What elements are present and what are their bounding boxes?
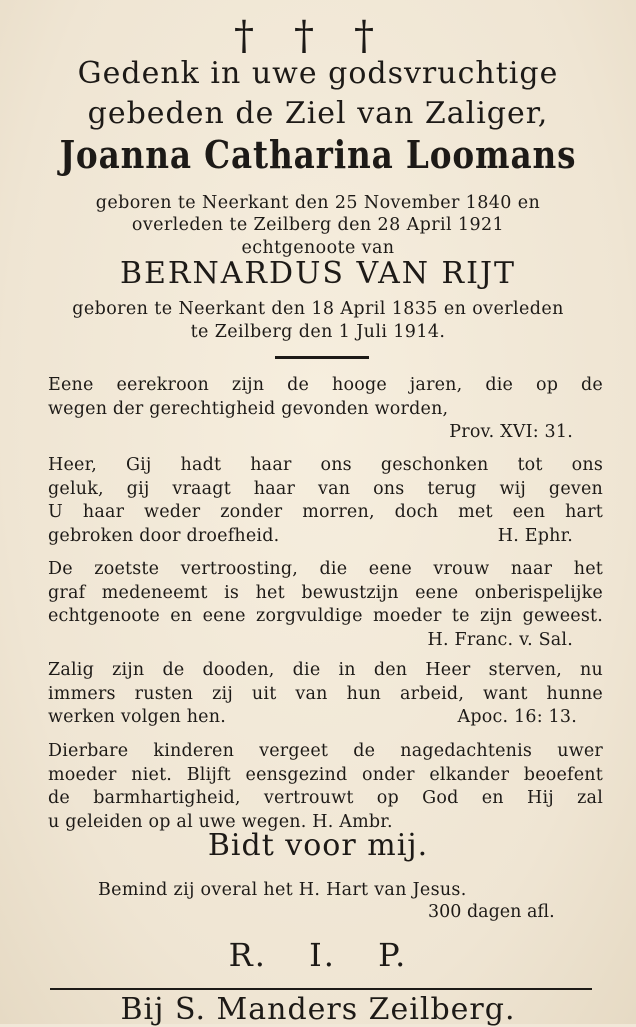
text-line: geluk, gij vraagt haar van ons terug wij geven bbox=[48, 478, 603, 499]
text-line-end: werken volgen hen. bbox=[48, 707, 226, 727]
crosses bbox=[0, 14, 636, 58]
rip-text: R. I. P. bbox=[228, 936, 408, 974]
text-line-end: gebroken door droefheid. bbox=[48, 525, 280, 546]
printer-credit: Bij S. Manders Zeilberg. bbox=[120, 992, 516, 1027]
relation-line: echtgenoote van bbox=[241, 238, 395, 258]
devotion-line: Bemind zij overal het H. Hart van Jesus. bbox=[98, 880, 467, 900]
text-line: Zalig zijn de dooden, die in den Heer sterven, nu bbox=[48, 660, 603, 680]
text-line bbox=[48, 706, 603, 730]
cross-icon: † bbox=[294, 13, 342, 59]
intro-line-2: gebeden de Ziel van Zaliger, bbox=[87, 96, 549, 131]
quote-paragraph-5 bbox=[48, 740, 603, 834]
text-line: Dierbare kinderen vergeet de nagedachtenis uwer bbox=[48, 741, 603, 761]
death-line: overleden te Zeilberg den 28 April 1921 bbox=[131, 215, 505, 235]
text-line: De zoetste vertroosting, die eene vrouw naar het bbox=[48, 559, 603, 579]
spouse-death-line: te Zeilberg den 1 Juli 1914. bbox=[190, 322, 446, 342]
intro-line-1: Gedenk in uwe godsvruchtige bbox=[77, 56, 559, 91]
text-line: Heer, Gij hadt haar ons geschonken tot ons bbox=[48, 455, 603, 475]
text-line: echtgenoote en eene zorgvuldige moeder te zijn geweest. bbox=[48, 606, 603, 626]
quote-reference: H. Franc. v. Sal. bbox=[427, 629, 573, 650]
quote-reference: H. Ephr. bbox=[497, 525, 573, 546]
spouse-birth-line: geboren te Neerkant den 18 April 1835 en overleden bbox=[72, 299, 564, 319]
text-line: Eene eerekroon zijn de hooge jaren, die op de bbox=[48, 375, 603, 395]
indulgence-line: 300 dagen afl. bbox=[428, 902, 555, 922]
prayer-request: Bidt voor mij. bbox=[207, 828, 429, 863]
text-line: de barmhartigheid, vertrouwt op God en Hij zal bbox=[48, 788, 603, 808]
bottom-divider bbox=[50, 988, 592, 990]
spouse-name: BERNARDUS VAN RIJT bbox=[119, 256, 516, 291]
cross-icon: † bbox=[234, 13, 282, 59]
text-line: u geleiden op al uwe wegen. H. Ambr. bbox=[48, 811, 393, 832]
cross-icon: † bbox=[354, 13, 402, 59]
quote-paragraph-4 bbox=[48, 659, 603, 730]
quote-paragraph-1 bbox=[48, 374, 603, 445]
text-line: moeder niet. Blijft eensgezind onder elkander beoefent bbox=[48, 764, 603, 785]
deceased-name: Joanna Catharina Loomans bbox=[59, 132, 577, 177]
quote-paragraph-3 bbox=[48, 558, 603, 652]
divider bbox=[275, 356, 369, 359]
quote-paragraph-2 bbox=[48, 454, 603, 548]
text-line: U haar weder zonder morren, doch met een hart bbox=[48, 502, 603, 522]
birth-line: geboren te Neerkant den 25 November 1840 en bbox=[95, 193, 541, 213]
text-line: graf medeneemt is het bewustzijn eene onberispelijke bbox=[48, 582, 603, 603]
text-line: wegen der gerechtigheid gevonden worden, bbox=[48, 398, 449, 419]
text-line: immers rusten zij uit van hun arbeid, want hunne bbox=[48, 683, 603, 704]
text-line bbox=[48, 525, 603, 549]
quote-reference: Apoc. 16: 13. bbox=[457, 707, 577, 727]
quote-reference: Prov. XVI: 31. bbox=[449, 422, 573, 442]
